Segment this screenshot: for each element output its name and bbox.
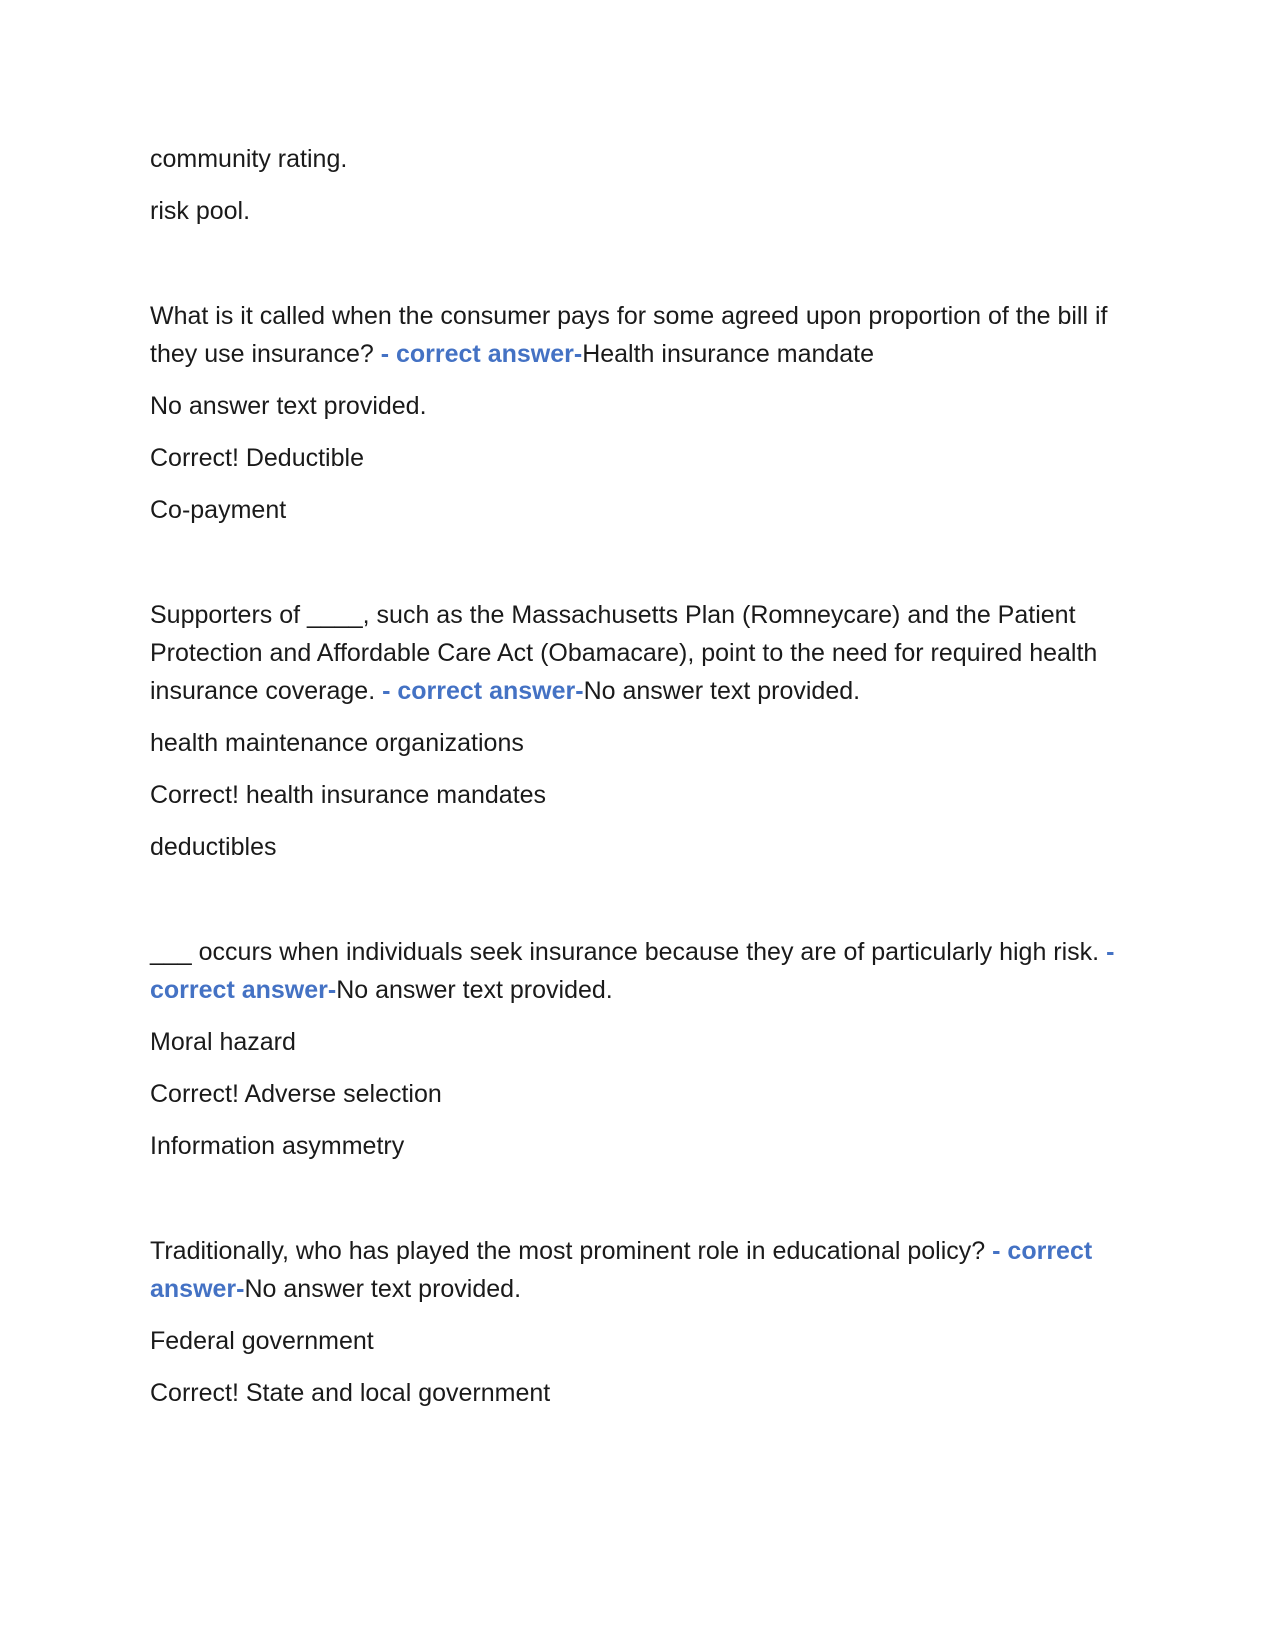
question-stem: What is it called when the consumer pays for some agreed upon proportion of the bill if they use insurance? <box>150 302 1108 368</box>
spacer <box>150 543 1130 596</box>
question-stem: Supporters of ____, such as the Massachusetts Plan (Romneycare) and the Patient Protection and Affordable Care Act (Obamacare), point to the need for required health insurance coverage. <box>150 601 1098 705</box>
option-line: No answer text provided. <box>150 392 427 420</box>
question-text <box>150 1232 1130 1308</box>
question-block <box>150 297 1130 529</box>
option-line: Correct! Deductible <box>150 444 364 472</box>
correct-answer-marker: - correct answer- <box>380 340 583 368</box>
spacer <box>150 244 1130 297</box>
option-line: Information asymmetry <box>150 1132 405 1160</box>
document-page <box>150 140 1130 1426</box>
correct-answer-marker: - correct answer- <box>382 677 584 705</box>
correct-answer-marker: - correct answer- <box>150 1237 1093 1303</box>
answer-text: No answer text provided. <box>244 1275 522 1303</box>
option-line: deductibles <box>150 833 277 861</box>
option-line: Correct! Adverse selection <box>150 1080 442 1108</box>
question-block <box>150 933 1130 1165</box>
question-block <box>150 596 1130 866</box>
answer-text: No answer text provided. <box>336 976 613 1004</box>
option-line: community rating. <box>150 145 348 173</box>
spacer <box>150 1179 1130 1232</box>
option-line: Moral hazard <box>150 1028 296 1056</box>
option-line: Correct! State and local government <box>150 1379 551 1407</box>
option-line: risk pool. <box>150 197 251 225</box>
question-stem: ___ occurs when individuals seek insurance because they are of particularly high risk. <box>150 938 1100 966</box>
answer-text: Health insurance mandate <box>582 340 875 368</box>
question-block <box>150 1232 1130 1412</box>
question-text <box>150 933 1130 1009</box>
option-line: Co-payment <box>150 496 287 524</box>
answer-text: No answer text provided. <box>583 677 861 705</box>
question-text <box>150 297 1130 373</box>
option-line: Correct! health insurance mandates <box>150 781 547 809</box>
question-text <box>150 596 1130 710</box>
option-line: health maintenance organizations <box>150 729 524 757</box>
correct-answer-marker: - correct answer- <box>150 938 1115 1004</box>
option-line: Federal government <box>150 1327 374 1355</box>
spacer <box>150 880 1130 933</box>
question-stem: Traditionally, who has played the most prominent role in educational policy? <box>150 1237 986 1265</box>
